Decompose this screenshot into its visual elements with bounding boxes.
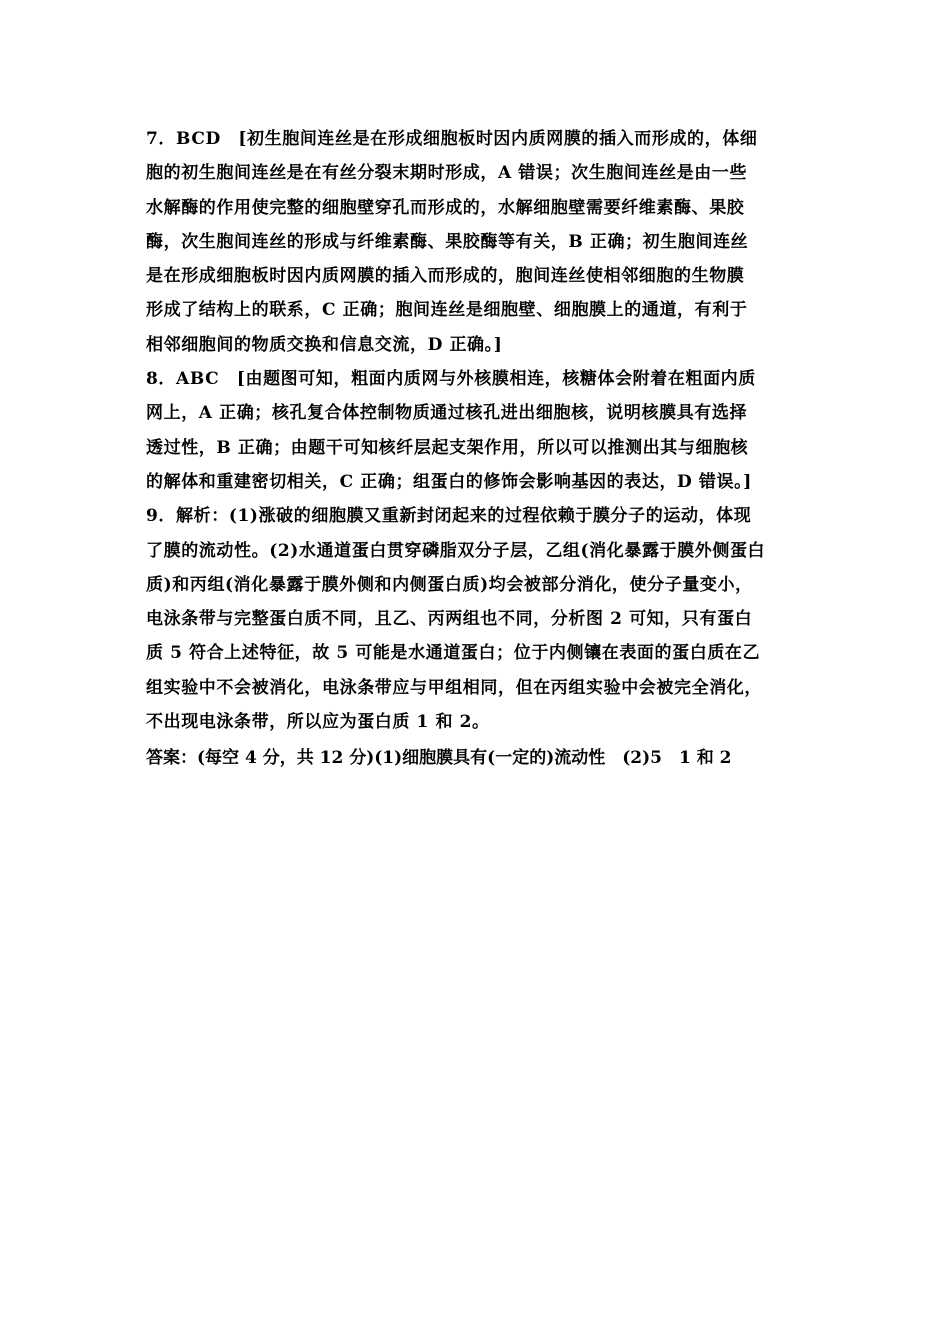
- text-line: 透过性，B 正确；由题干可知核纤层起支架作用，所以可以推测出其与细胞核: [146, 437, 749, 458]
- text-line: 9．解析：(1)涨破的细胞膜又重新封闭起来的过程依赖于膜分子的运动，体现: [146, 506, 752, 527]
- text-line: 的解体和重建密切相关，C 正确；组蛋白的修饰会影响基因的表达，D 错误。]: [146, 471, 752, 492]
- text-line: 8．ABC [由题图可知，粗面内质网与外核膜相连，核糖体会附着在粗面内质: [146, 369, 756, 390]
- answer-line: 答案：(每空 4 分，共 12 分)(1)细胞膜具有(一定的)流动性 (2)5 1 和 2: [146, 748, 732, 769]
- answer-page: [146, 122, 826, 776]
- text-line: 相邻细胞间的物质交换和信息交流，D 正确。]: [146, 334, 503, 355]
- text-line: 质 5 符合上述特征，故 5 可能是水通道蛋白；位于内侧镶在表面的蛋白质在乙: [146, 643, 761, 664]
- text-line: 是在形成细胞板时因内质网膜的插入而形成的，胞间连丝使相邻细胞的生物膜: [146, 266, 745, 287]
- text-line: 了膜的流动性。(2)水通道蛋白贯穿磷脂双分子层，乙组(消化暴露于膜外侧蛋白: [146, 540, 766, 561]
- text-line: 网上，A 正确；核孔复合体控制物质通过核孔进出细胞核，说明核膜具有选择: [146, 403, 748, 424]
- text-line: 酶，次生胞间连丝的形成与纤维素酶、果胶酶等有关，B 正确；初生胞间连丝: [146, 231, 749, 252]
- text-line: 胞的初生胞间连丝是在有丝分裂末期时形成，A 错误；次生胞间连丝是由一些: [146, 163, 748, 184]
- text-line: 水解酶的作用使完整的细胞壁穿孔而形成的，水解细胞壁需要纤维素酶、果胶: [146, 197, 745, 218]
- text-line: 7．BCD [初生胞间连丝是在形成细胞板时因内质网膜的插入而形成的，体细: [146, 129, 758, 149]
- text-line: 不出现电泳条带，所以应为蛋白质 1 和 2。: [146, 712, 490, 733]
- text-line: 质)和丙组(消化暴露于膜外侧和内侧蛋白质)均会被部分消化，使分子量变小，: [146, 574, 753, 595]
- text-line: 电泳条带与完整蛋白质不同，且乙、丙两组也不同，分析图 2 可知，只有蛋白: [146, 609, 753, 630]
- text-line: 组实验中不会被消化，电泳条带应与甲组相同，但在丙组实验中会被完全消化，: [146, 677, 762, 698]
- text-line: 形成了结构上的联系，C 正确；胞间连丝是细胞壁、细胞膜上的通道，有利于: [146, 300, 748, 321]
